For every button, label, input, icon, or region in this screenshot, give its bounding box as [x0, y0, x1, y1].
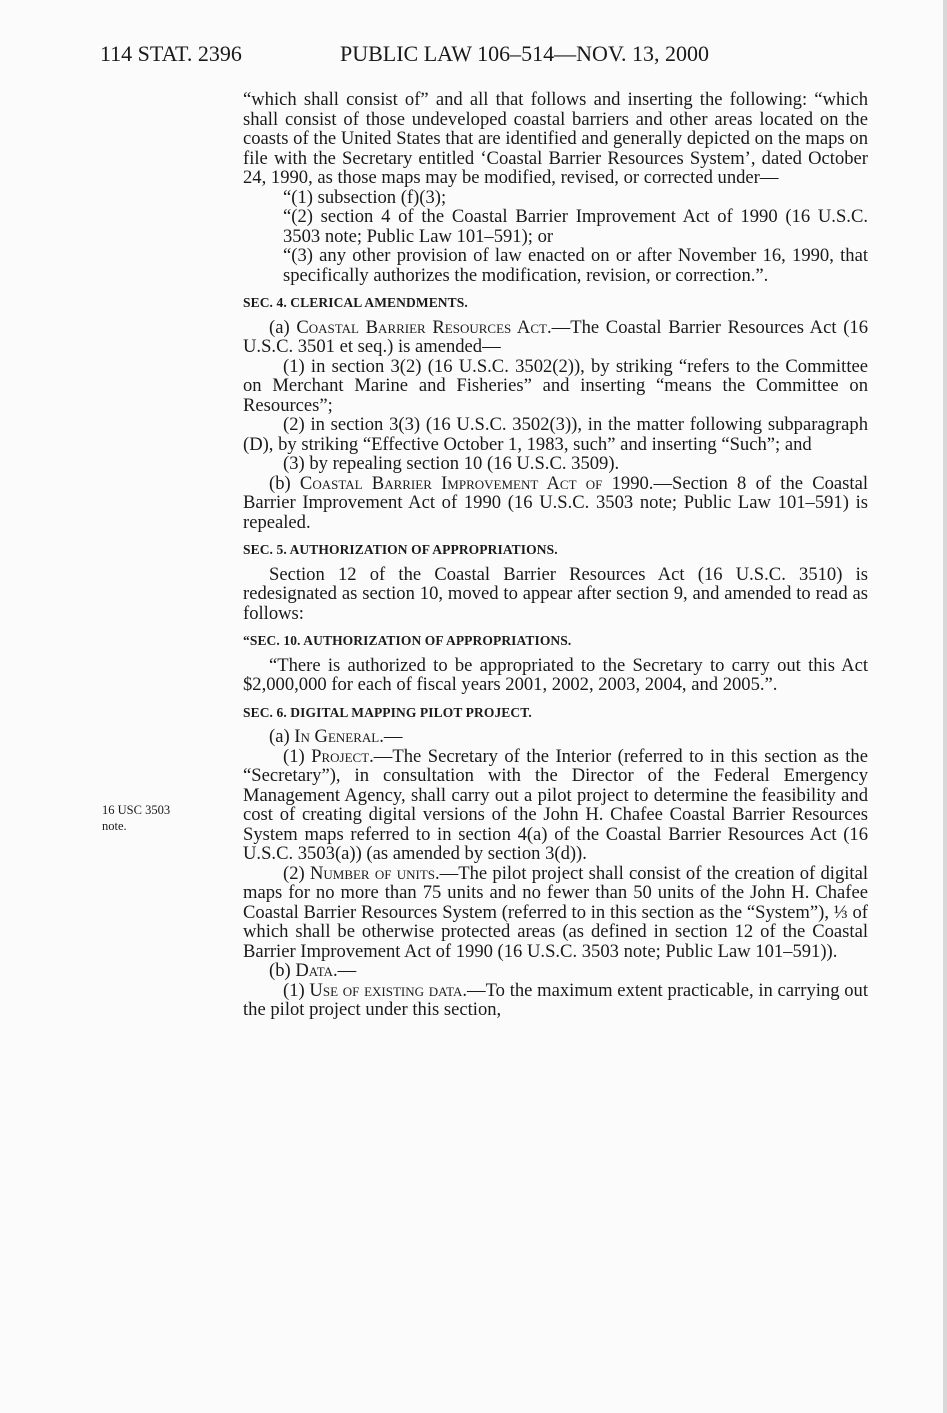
paragraph-caption: Number of units. [309, 862, 440, 884]
subsection-text: —The Coastal Barrier Resources Act (16 U.S.C. 3501 et seq.) is amended— [243, 316, 868, 357]
subsection-caption: Coastal Barrier Improvement Act of 1990. [299, 472, 654, 494]
subsection-caption: Coastal Barrier Resources Act. [296, 316, 552, 338]
margin-note-citation: 16 USC 3503 [102, 803, 171, 817]
paragraph: “There is authorized to be appropriated to the Secretary to carry out this Act $2,000,000 for each of fiscal years 2001, 2002, 2003, 2004, and 2005.”. [243, 654, 868, 695]
paragraph-text: —To the maximum extent practicable, in carrying out the pilot project under this section, [243, 979, 868, 1020]
subsection-dash: — [337, 960, 357, 981]
paragraph-caption: Use of existing data. [309, 979, 468, 1001]
paragraph: “(1) subsection (f)(3); [283, 186, 447, 208]
section-heading: “SEC. 10. AUTHORIZATION OF APPROPRIATIONS. [243, 633, 572, 648]
page-header [100, 41, 870, 71]
paragraph [243, 474, 868, 533]
subsection-text: —Section 8 of the Coastal Barrier Improvement Act of 1990 (16 U.S.C. 3503 note; Public Law 101–591) is repealed. [243, 472, 869, 533]
paragraph: Section 12 of the Coastal Barrier Resources Act (16 U.S.C. 3510) is redesignated as section 10, moved to appear after section 9, and amended to read as follows: [243, 563, 868, 624]
page-edge [943, 0, 947, 1413]
section-heading: SEC. 4. CLERICAL AMENDMENTS. [243, 295, 468, 310]
subsection-label: (a) [269, 726, 295, 747]
section-heading: SEC. 5. AUTHORIZATION OF APPROPRIATIONS. [243, 542, 558, 557]
paragraph: “which shall consist of” and all that follows and inserting the following: “which shall consist of those undeveloped coastal barriers and other areas located on the coasts of the United States that are identified and generally depicted on the maps on file with the Secretary entitled ‘Coastal Barrier Resources System’, dated October 24, 1990, as those maps may be modified, revised, or corrected under— [243, 89, 868, 188]
stat-citation: 114 STAT. 2396 [100, 41, 242, 66]
public-law-title: PUBLIC LAW 106–514—NOV. 13, 2000 [340, 41, 709, 66]
paragraph: (2) in section 3(3) (16 U.S.C. 3502(3)), in the matter following subparagraph (D), by striking “Effective October 1, 1983, such” and inserting “Such”; and [243, 414, 868, 455]
subsection-label: (b) [269, 472, 300, 494]
paragraph-label: (1) [283, 745, 312, 767]
margin-note [102, 802, 170, 834]
subsection-caption: Data. [295, 960, 338, 981]
subsection-label: (a) [269, 316, 297, 338]
paragraph: (1) in section 3(2) (16 U.S.C. 3502(2)), by striking “refers to the Committee on Merchant Marine and Fisheries” and inserting “means the Committee on Resources”; [243, 355, 868, 416]
paragraph-label: (2) [283, 862, 310, 884]
paragraph [243, 961, 868, 981]
paragraph [243, 747, 868, 864]
paragraph [243, 981, 868, 1020]
paragraph-label: (1) [283, 979, 310, 1001]
body-text [243, 90, 868, 1020]
paragraph: “(3) any other provision of law enacted on or after November 16, 1990, that specifically authorizes the modification, revision, or correction.”. [283, 245, 868, 286]
subsection-dash: — [383, 726, 403, 747]
subsection-label: (b) [269, 960, 296, 981]
margin-note-suffix: note. [102, 819, 127, 833]
subsection-caption: In General. [294, 726, 384, 747]
paragraph-caption: Project. [311, 745, 374, 767]
section-heading: SEC. 6. DIGITAL MAPPING PILOT PROJECT. [243, 704, 532, 720]
paragraph-text: —The Secretary of the Interior (referred to in this section as the “Secretary”), in consultation with the Director of the Federal Emergency Management Agency, shall carry out a pilot project to determine the feasibility and cost of creating digital versions of the John H. Chafee Coastal Barrier Resources System maps referred to in section 4(a) of the Coastal Barrier Resources Act (16 U.S.C. 3503(a)) (as amended by section 3(d)). [243, 745, 868, 864]
paragraph [243, 864, 868, 962]
paragraph: (3) by repealing section 10 (16 U.S.C. 3509). [283, 453, 620, 474]
paragraph: “(2) section 4 of the Coastal Barrier Improvement Act of 1990 (16 U.S.C. 3503 note; Public Law 101–591); or [283, 206, 868, 247]
paragraph-text: —The pilot project shall consist of the creation of digital maps for no more than 75 units and no fewer than 50 units of the John H. Chafee Coastal Barrier Resources System (referred to in this section as the “System”), ⅓ of which shall be otherwise protected areas (as defined in section 12 of the Coastal Barrier Improvement Act of 1990 (16 U.S.C. 3503 note; Public Law 101–591)). [243, 862, 868, 962]
paragraph [243, 318, 868, 357]
paragraph [243, 727, 868, 747]
